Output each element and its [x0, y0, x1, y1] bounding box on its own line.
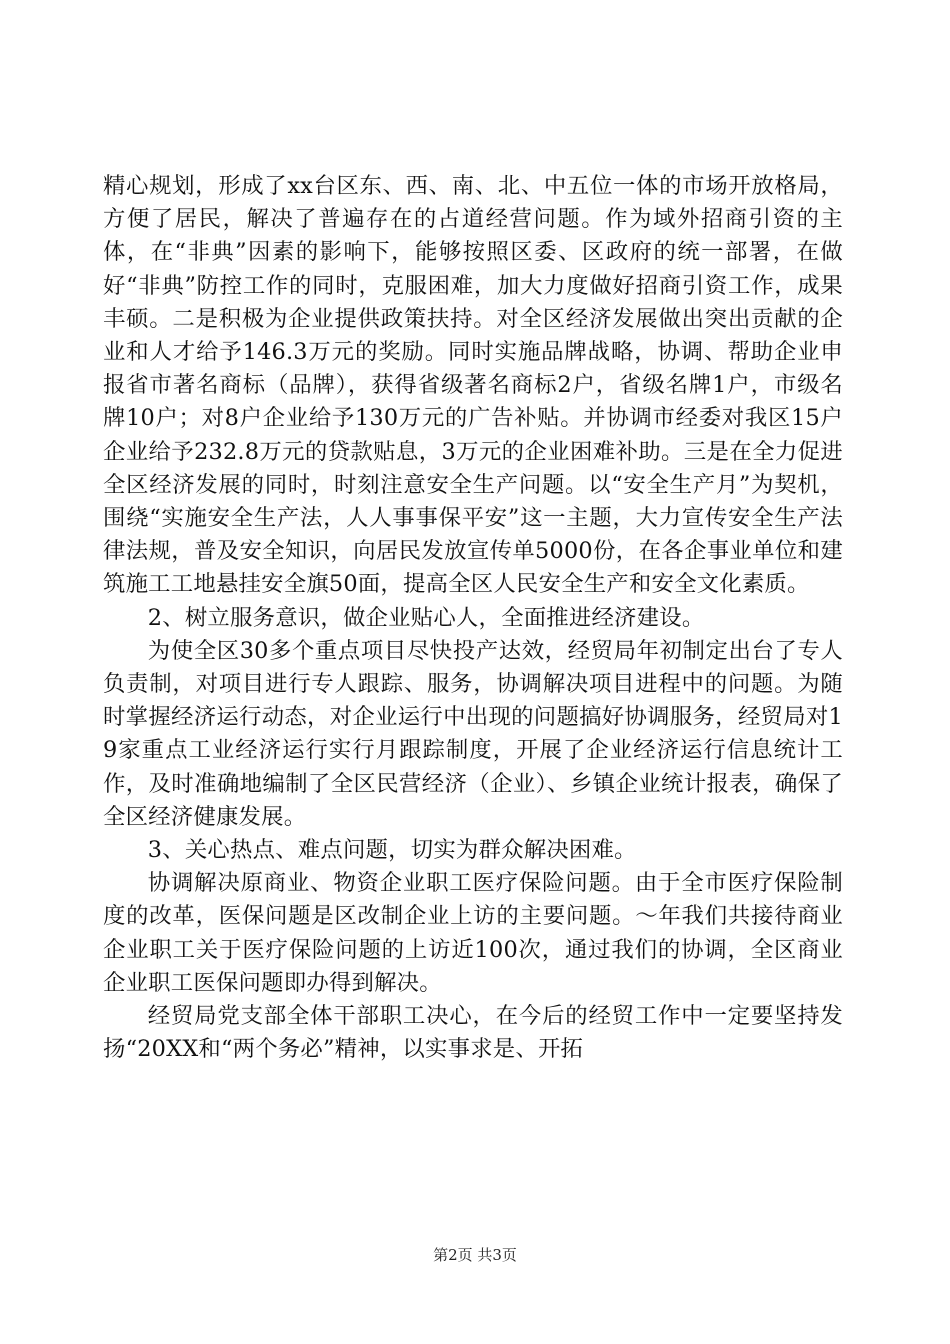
paragraph-4-heading: 3、关心热点、难点问题，切实为群众解决困难。: [147, 837, 637, 864]
paragraph-5: 协调解决原商业、物资企业职工医疗保险问题。由于全市医疗保险制度的改革，医保问题是区改制企业上访的主要问题。～年我们共接待商业企业职工关于医疗保险问题的上访近100次，通过我们的协调，全区商业企业职工医保问题即办得到解决。: [103, 870, 843, 996]
paragraph-6: 经贸局党支部全体干部职工决心，在今后的经贸工作中一定要坚持发扬“20XX和“两个务必”精神，以实事求是、开拓: [103, 1003, 843, 1063]
paragraph-3: 为使全区30多个重点项目尽快投产达效，经贸局年初制定出台了专人负责制，对项目进行专人跟踪、服务，协调解决项目进程中的问题。为随时掌握经济运行动态，对企业运行中出现的问题搞好协调服务，经贸局对19家重点工业经济运行实行月跟踪制度，开展了企业经济运行信息统计工作，及时准确地编制了全区民营经济（企业）、乡镇企业统计报表，确保了全区经济健康发展。: [103, 637, 843, 830]
paragraph-2-heading: 2、树立服务意识，做企业贴心人，全面推进经济建设。: [147, 604, 705, 631]
document-body: [103, 170, 843, 1066]
paragraph-1: 精心规划，形成了xx台区东、西、南、北、中五位一体的市场开放格局，方便了居民，解决了普遍存在的占道经营问题。作为域外招商引资的主体，在“非典”因素的影响下，能够按照区委、区政府的统一部署，在做好“非典”防控工作的同时，克服困难，加大力度做好招商引资工作，成果丰硕。二是积极为企业提供政策扶持。对全区经济发展做出突出贡献的企业和人才给予146.3万元的奖励。同时实施品牌战略，协调、帮助企业申报省市著名商标（品牌），获得省级著名商标2户，省级名牌1户，市级名牌10户；对8户企业给予130万元的广告补贴。并协调市经委对我区15户企业给予232.8万元的贷款贴息，3万元的企业困难补助。三是在全力促进全区经济发展的同时，时刻注意安全生产问题。以“安全生产月”为契机，围绕“实施安全生产法，人人事事保平安”这一主题，大力宣传安全生产法律法规，普及安全知识，向居民发放宣传单5000份，在各企事业单位和建筑施工工地悬挂安全旗50面，提高全区人民安全生产和安全文化素质。: [103, 173, 843, 598]
page-footer: 第2页 共3页: [433, 1246, 517, 1264]
